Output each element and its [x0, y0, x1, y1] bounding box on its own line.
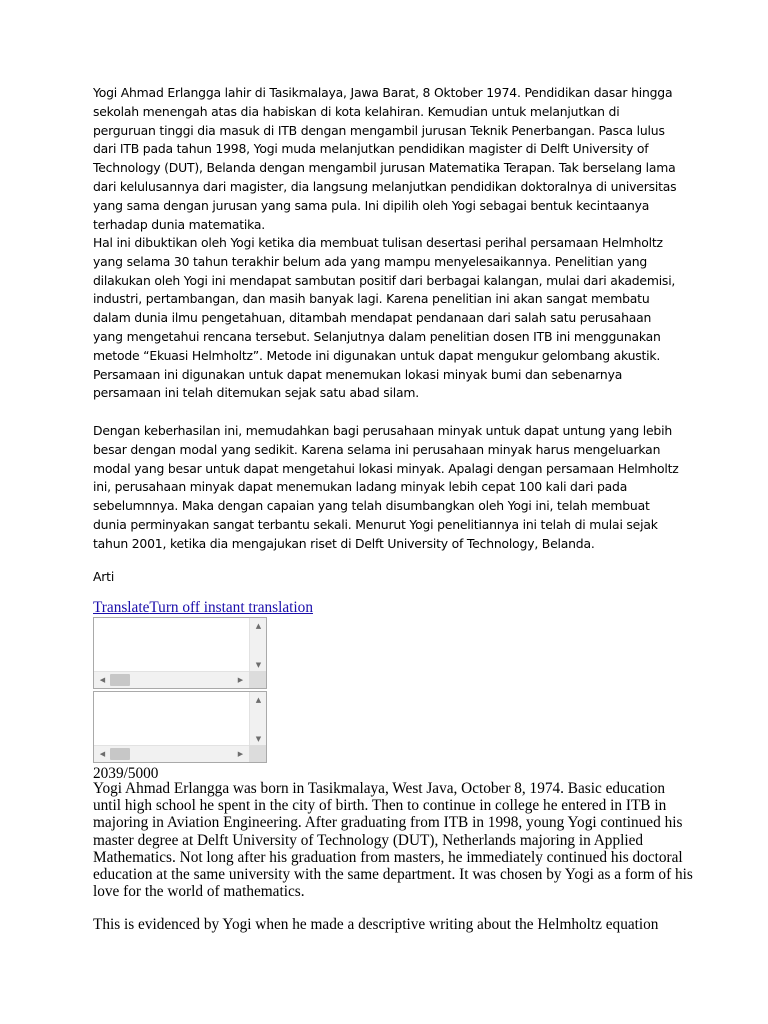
source-text-box[interactable]: [93, 617, 267, 689]
scroll-up-icon[interactable]: ▲: [255, 622, 262, 630]
arti-label: Arti: [93, 569, 115, 584]
result-textarea[interactable]: [94, 692, 249, 747]
scrollbar-corner: [249, 671, 266, 688]
scroll-down-icon[interactable]: ▼: [255, 661, 262, 669]
scroll-thumb-horizontal[interactable]: [110, 748, 130, 760]
horizontal-scrollbar[interactable]: [94, 745, 249, 762]
scroll-left-icon[interactable]: ◀: [99, 750, 106, 758]
scroll-thumb-horizontal[interactable]: [110, 674, 130, 686]
scroll-up-icon[interactable]: ▲: [255, 696, 262, 704]
translate-link[interactable]: Translate: [93, 599, 150, 616]
paragraph-impact: Dengan keberhasilan ini, memudahkan bagi perusahaan minyak untuk dapat untung yang lebih besar dengan modal yang sedikit. Karena selama ini perusahaan minyak harus mengeluarkan modal yang besar untuk dapat mengetahui lokasi minyak. Apalagi dengan persamaan Helmholtz ini, perusahaan minyak dapat menemukan ladang minyak lebih cepat 100 kali dari pada sebelumnnya. Maka dengan capaian yang telah disumbangkan oleh Yogi ini, telah membuat dunia perminyakan sangat terbantu sekali. Menurut Yogi penelitiannya ini telah di mulai sejak tahun 2001, ketika dia mengajukan riset di Delft University of Technology, Belanda.: [93, 423, 679, 551]
english-paragraph-biography: Yogi Ahmad Erlangga was born in Tasikmalaya, West Java, October 8, 1974. Basic education until high school he spent in the city of birth. Then to continue in college he entered in ITB in majoring in Aviation Engineering. After graduating from ITB in 1998, young Yogi continued his master degree at Delft University of Technology (DUT), Netherlands majoring in Applied Mathematics. Not long after his graduation from masters, he immediately continued his doctoral education at the same university with the same department. It was chosen by Yogi as a form of his love for the world of mathematics.: [93, 780, 693, 901]
turn-off-instant-translation-link[interactable]: Turn off instant translation: [149, 599, 313, 616]
character-count: 2039/5000: [93, 765, 159, 782]
scroll-left-icon[interactable]: ◀: [99, 676, 106, 684]
result-text-box[interactable]: [93, 691, 267, 763]
vertical-scrollbar[interactable]: [249, 618, 266, 673]
translate-links: [93, 599, 313, 617]
english-paragraph-research: This is evidenced by Yogi when he made a descriptive writing about the Helmholtz equation: [93, 916, 659, 933]
scrollbar-corner: [249, 745, 266, 762]
horizontal-scrollbar[interactable]: [94, 671, 249, 688]
scroll-right-icon[interactable]: ▶: [237, 750, 244, 758]
paragraph-research: Hal ini dibuktikan oleh Yogi ketika dia membuat tulisan desertasi perihal persamaan Helmholtz yang selama 30 tahun terakhir belum ada yang mampu menyelesaikannya. Penelitian yang dilakukan oleh Yogi ini mendapat sambutan positif dari berbagai kalangan, mulai dari akademisi, industri, pertambangan, dan masih banyak lagi. Karena penelitian ini akan sangat membatu dalam dunia ilmu pengetahuan, ditambah mendapat pendanaan dari salah satu perusahaan yang mengetahui rencana tersebut. Selanjutnya dalam penelitian dosen ITB ini menggunakan metode “Ekuasi Helmholtz”. Metode ini digunakan untuk dapat mengukur gelombang akustik. Persamaan ini digunakan untuk dapat menemukan lokasi minyak bumi dan sebenarnya persamaan ini telah ditemukan sejak satu abad silam.: [93, 235, 676, 401]
paragraph-biography: Yogi Ahmad Erlangga lahir di Tasikmalaya, Jawa Barat, 8 Oktober 1974. Pendidikan dasar hingga sekolah menengah atas dia habiskan di kota kelahiran. Kemudian untuk melanjutkan di perguruan tinggi dia masuk di ITB dengan mengambil jurusan Teknik Penerbangan. Pasca lulus dari ITB pada tahun 1998, Yogi muda melanjutkan pendidikan magister di Delft University of Technology (DUT), Belanda dengan mengambil jurusan Matematika Terapan. Tak berselang lama dari kelulusannya dari magister, dia langsung melanjutkan pendidikan doktoralnya di universitas yang sama dengan jurusan yang sama pula. Ini dipilih oleh Yogi sebagai bentuk kecintaanya terhadap dunia matematika.: [93, 85, 677, 232]
source-textarea[interactable]: [94, 618, 249, 673]
scroll-right-icon[interactable]: ▶: [237, 676, 244, 684]
scroll-down-icon[interactable]: ▼: [255, 735, 262, 743]
vertical-scrollbar[interactable]: [249, 692, 266, 747]
